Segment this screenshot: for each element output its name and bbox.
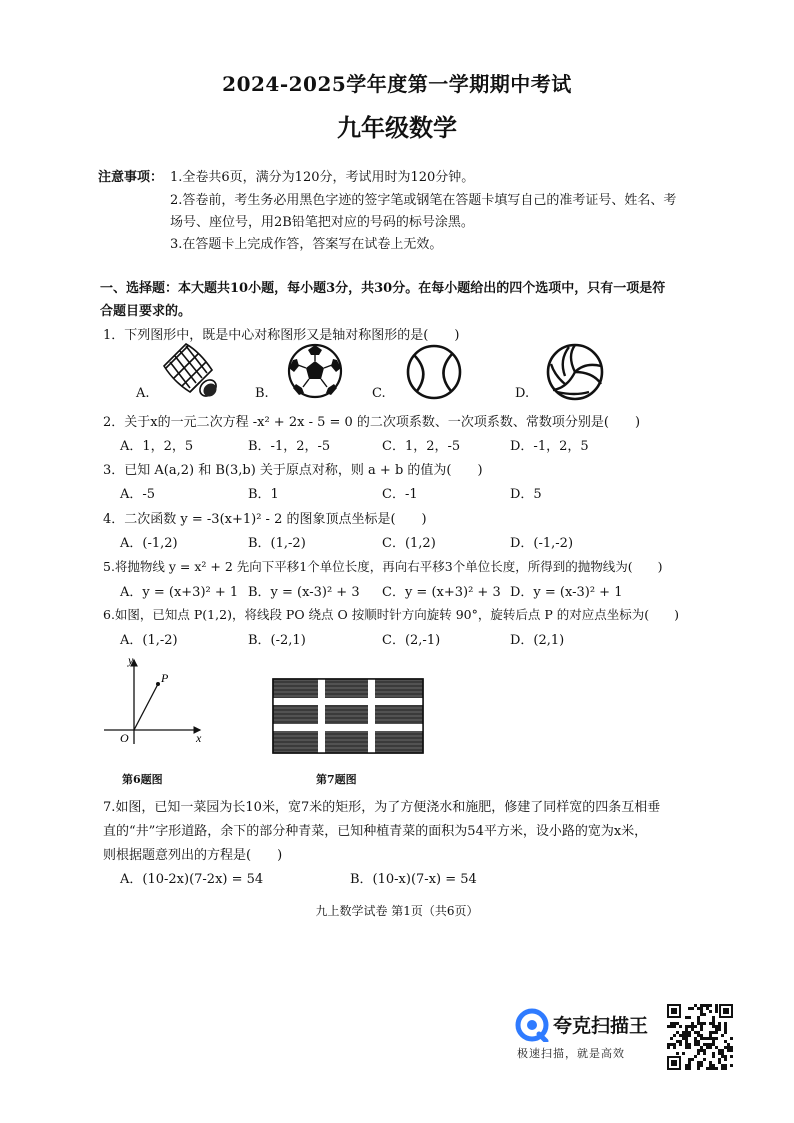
q5-option-b: B．y = (x-3)² + 3	[248, 585, 360, 600]
q3-option-c: C．-1	[382, 487, 418, 502]
q5-option-c: C．y = (x+3)² + 3	[382, 585, 501, 600]
q6-option-a: A．(1,-2)	[120, 633, 178, 648]
q1-stem: 1．下列图形中，既是中心对称图形又是轴对称图形的是( )	[103, 328, 460, 343]
fig6-y-label: y	[128, 653, 134, 667]
q6-stem: 6.如图，已知点 P(1,2)，将线段 PO 绕点 O 按顺时针方向旋转 90°，旋转后点 P 的对应点坐标为( )	[103, 607, 679, 622]
q4-option-b: B．(1,-2)	[248, 536, 306, 551]
section1-header: 一、选择题：本大题共10小题，每小题3分，共30分。在每小题给出的四个选项中，只有一项是符	[100, 281, 666, 296]
page-footer: 九上数学试卷 第1页（共6页）	[315, 904, 479, 918]
fig6-x-label: x	[196, 731, 202, 745]
q5-option-d: D．y = (x-3)² + 1	[510, 585, 623, 600]
q2-option-b: B．-1，2，-5	[248, 439, 331, 454]
q3-option-b: B．1	[248, 487, 279, 502]
q7-option-a: A．(10-2x)(7-2x) = 54	[120, 872, 264, 887]
fig6-coordinate-diagram	[100, 652, 210, 747]
fig6-origin-label: O	[120, 731, 129, 745]
q6-option-c: C．(2,-1)	[382, 633, 441, 648]
section1-header-cont: 合题目要求的。	[100, 304, 192, 319]
q2-option-c: C．1，2，-5	[382, 439, 461, 454]
q7-stem-1: 7.如图，已知一菜园为长10米，宽7米的矩形，为了方便浇水和施肥，修建了同样宽的四条互相垂	[103, 800, 661, 815]
q7-stem-3: 则根据题意列出的方程是( )	[103, 848, 283, 863]
q4-option-d: D．(-1,-2)	[510, 536, 574, 551]
q1-option-c: C.	[372, 386, 386, 401]
q7-stem-2: 直的“井”字形道路，余下的部分种青菜，已知种植青菜的面积为54平方米，设小路的宽为x米，	[103, 824, 648, 839]
exam-title: 2024-2025学年度第一学期期中考试	[222, 72, 572, 96]
notes-line-1: 1.全卷共6页，满分为120分，考试用时为120分钟。	[170, 170, 475, 185]
q4-option-a: A．(-1,2)	[120, 536, 178, 551]
notes-line-2a: 2.答卷前，考生务必用黑色字迹的签字笔或钢笔在答题卡填写自己的准考证号、姓名、考	[170, 193, 677, 208]
q1-option-d: D.	[515, 386, 530, 401]
q3-option-d: D．5	[510, 487, 542, 502]
q1-option-b: B.	[255, 386, 269, 401]
q4-stem: 4．二次函数 y = -3(x+1)² - 2 的图象顶点坐标是( )	[103, 512, 427, 527]
scanner-logo-icon	[515, 1008, 549, 1042]
q2-stem: 2．关于x的一元二次方程 -x² + 2x - 5 = 0 的二次项系数、一次项系数、常数项分别是( )	[103, 415, 641, 430]
q7-option-b: B．(10-x)(7-x) = 54	[350, 872, 477, 887]
tennis-ball-icon	[405, 343, 463, 401]
fig7-garden-diagram	[272, 678, 424, 754]
q2-option-d: D．-1，2，5	[510, 439, 589, 454]
q5-stem: 5.将抛物线 y = x² + 2 先向下平移1个单位长度，再向右平移3个单位长度，所得到的抛物线为( )	[103, 559, 663, 574]
shuttlecock-icon	[160, 340, 222, 400]
q6-option-d: D．(2,1)	[510, 633, 565, 648]
q4-option-c: C．(1,2)	[382, 536, 436, 551]
q3-stem: 3．已知 A(a,2) 和 B(3,b) 关于原点对称，则 a + b 的值为( )	[103, 463, 483, 478]
notes-line-3: 3.在答题卡上完成作答，答案写在试卷上无效。	[170, 237, 443, 252]
exam-subject: 九年级数学	[337, 113, 457, 142]
notes-line-2b: 场号、座位号，用2B铅笔把对应的号码的标号涂黑。	[170, 215, 474, 230]
q6-option-b: B．(-2,1)	[248, 633, 306, 648]
volleyball-icon	[545, 342, 605, 402]
watermark-slogan: 极速扫描，就是高效	[517, 1047, 625, 1060]
scanner-watermark	[513, 1008, 663, 1068]
notes-label: 注意事项：	[98, 170, 164, 185]
qr-code-icon	[667, 1004, 733, 1070]
fig7-caption: 第7题图	[316, 773, 357, 786]
q3-option-a: A．-5	[120, 487, 156, 502]
watermark-brand: 夸克扫描王	[553, 1015, 649, 1037]
q2-option-a: A．1，2，5	[120, 439, 194, 454]
q5-option-a: A．y = (x+3)² + 1	[120, 585, 239, 600]
soccer-ball-icon	[286, 342, 344, 400]
q1-option-a: A.	[136, 386, 150, 401]
fig6-point-label: P	[161, 671, 169, 685]
fig6-caption: 第6题图	[122, 773, 163, 786]
